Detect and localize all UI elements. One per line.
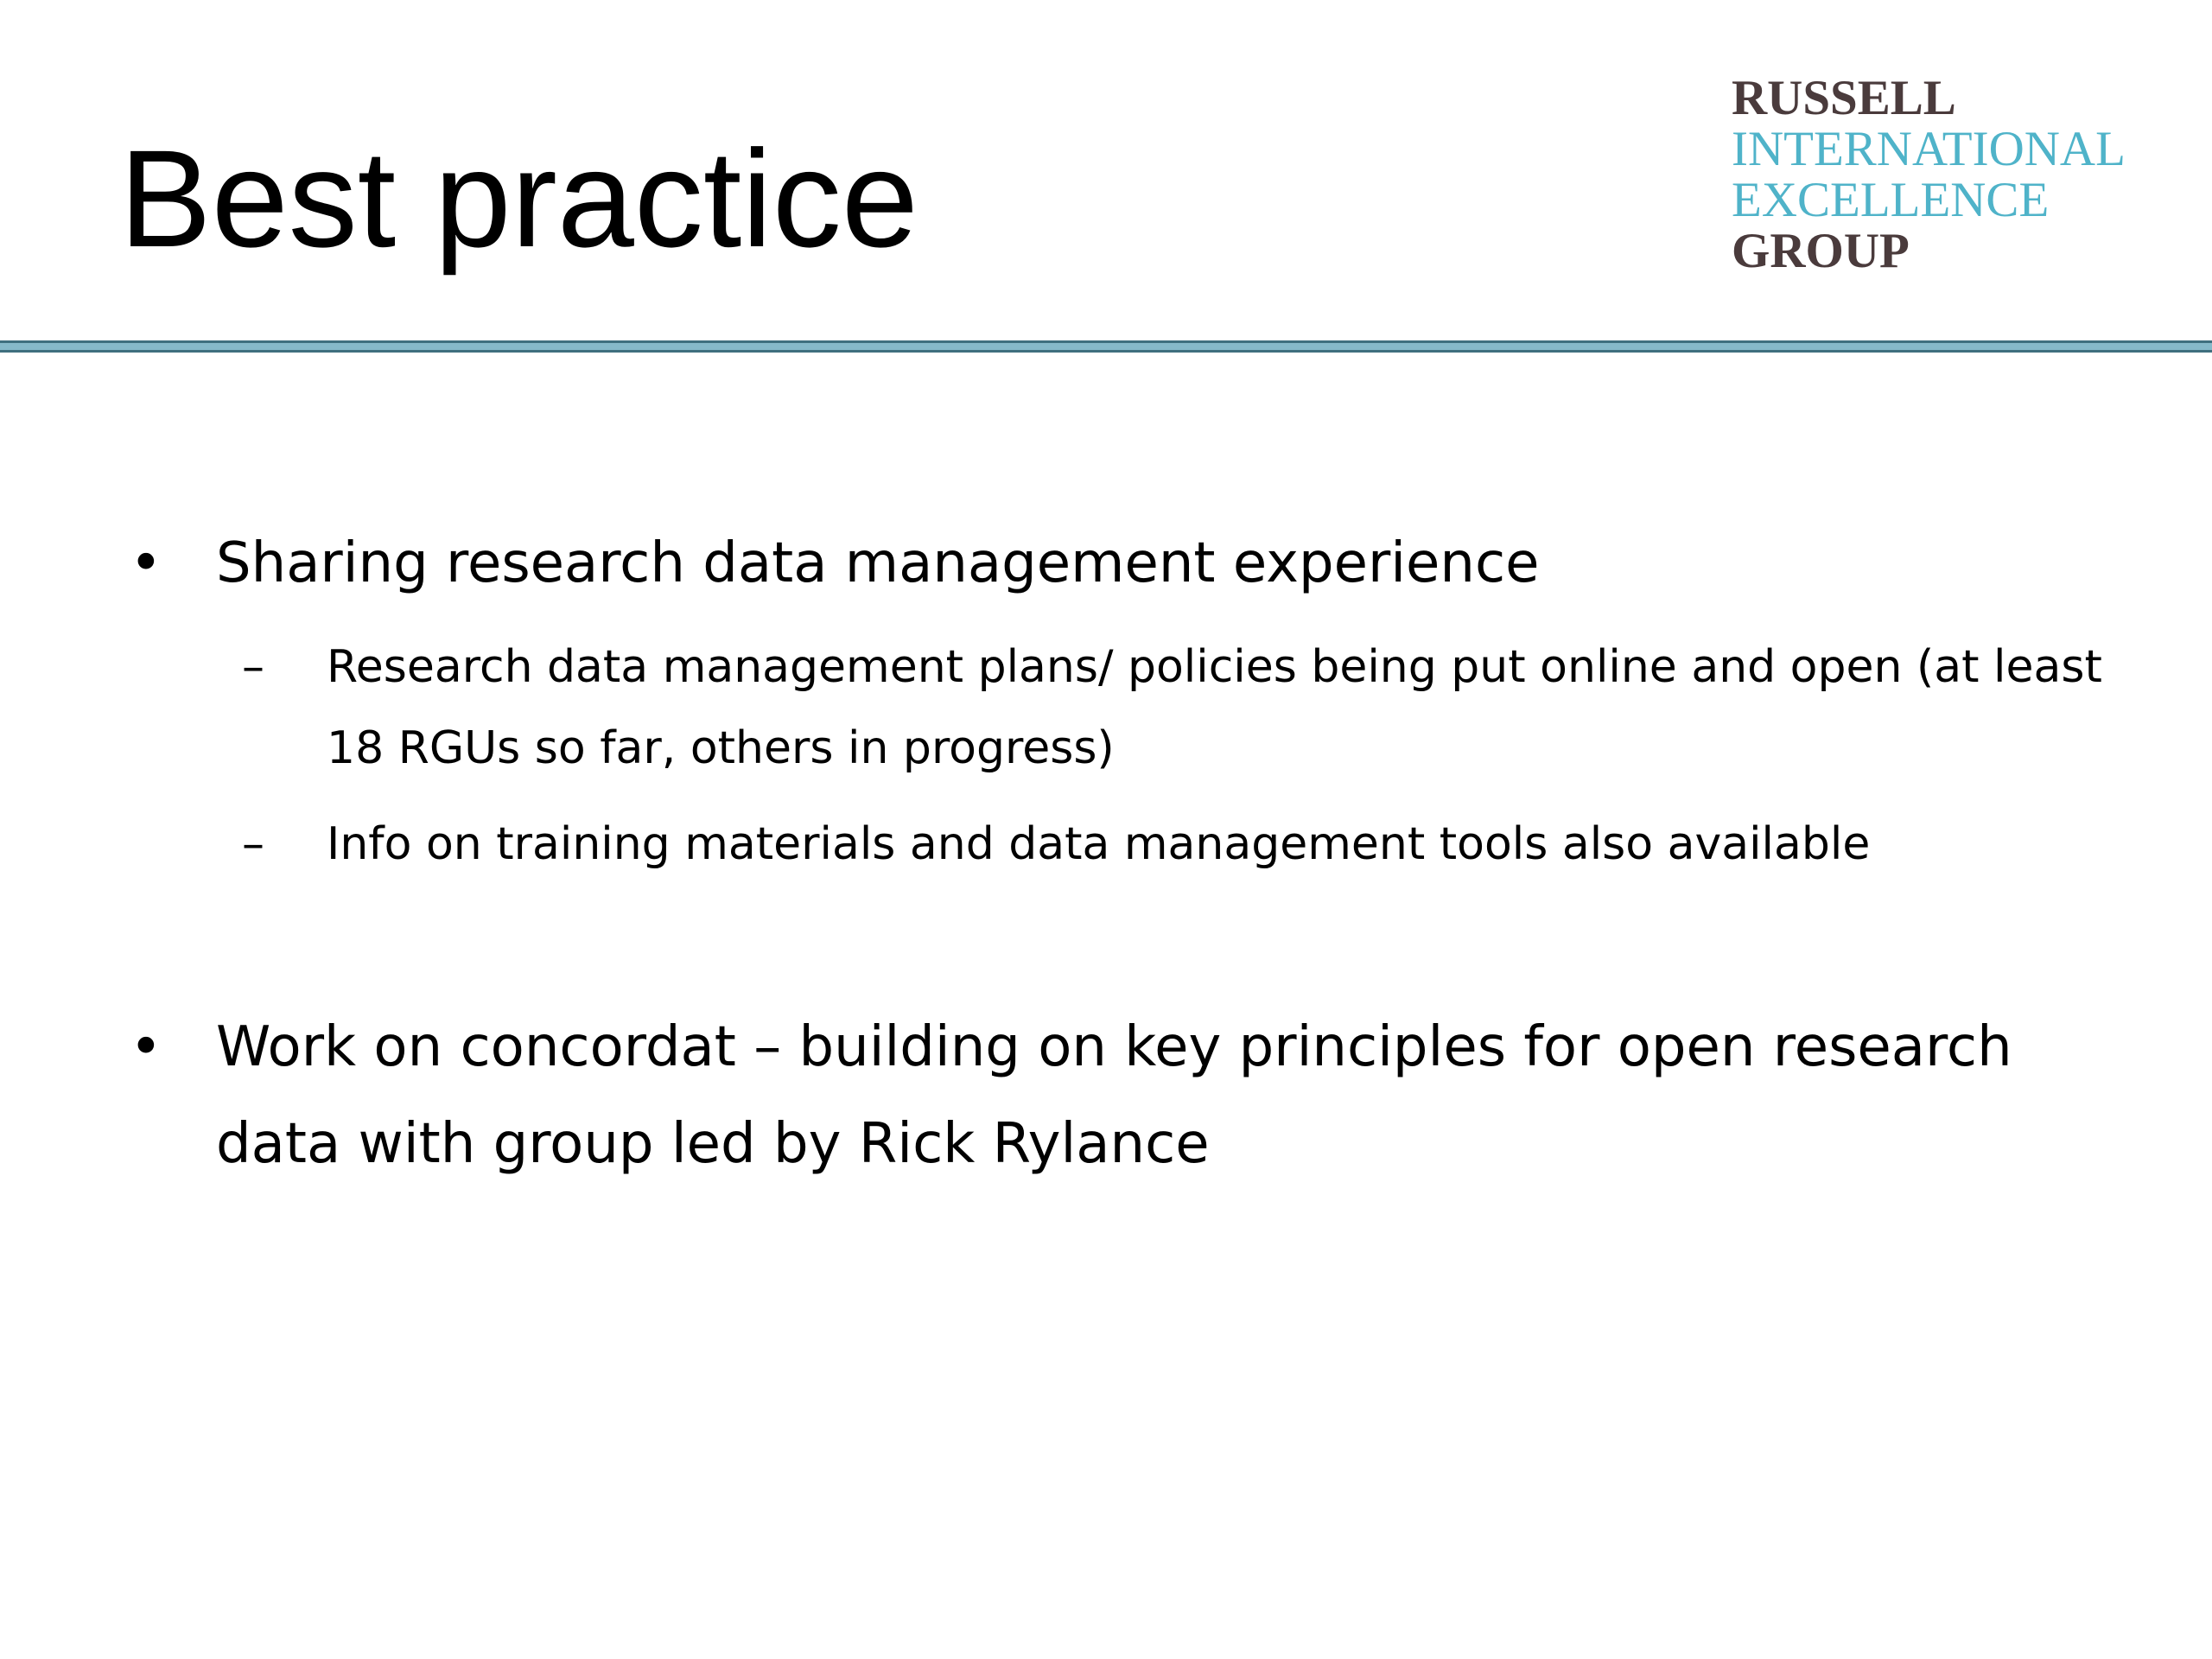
- logo-line-group: GROUP: [1732, 224, 1910, 278]
- bullet-text: Sharing research data management experience: [216, 531, 1540, 595]
- russell-group-logo: [1732, 73, 2126, 276]
- slide-title: Best practice: [119, 121, 918, 276]
- logo-line-international: INTERNATIONAL: [1732, 122, 2126, 176]
- bullet-marker: •: [130, 531, 162, 595]
- logo-line-excellence: EXCELLENCE: [1732, 173, 2050, 227]
- bullet-text: Work on concordat – building on key principles for open research data with group led by Rick Rylance: [216, 1015, 2012, 1176]
- title-divider: [0, 340, 2212, 353]
- logo-line-russell: RUSSELL: [1732, 71, 1956, 125]
- sub-bullet-text: Info on training materials and data management tools also available: [327, 818, 1871, 870]
- sub-bullet-marker: –: [242, 818, 264, 870]
- bullet-marker: •: [130, 1015, 162, 1079]
- sub-bullet-marker: –: [242, 641, 264, 693]
- sub-bullet-text: Research data management plans/ policies being put online and open (at least 18 RGUs so far, others in progress): [327, 641, 2102, 774]
